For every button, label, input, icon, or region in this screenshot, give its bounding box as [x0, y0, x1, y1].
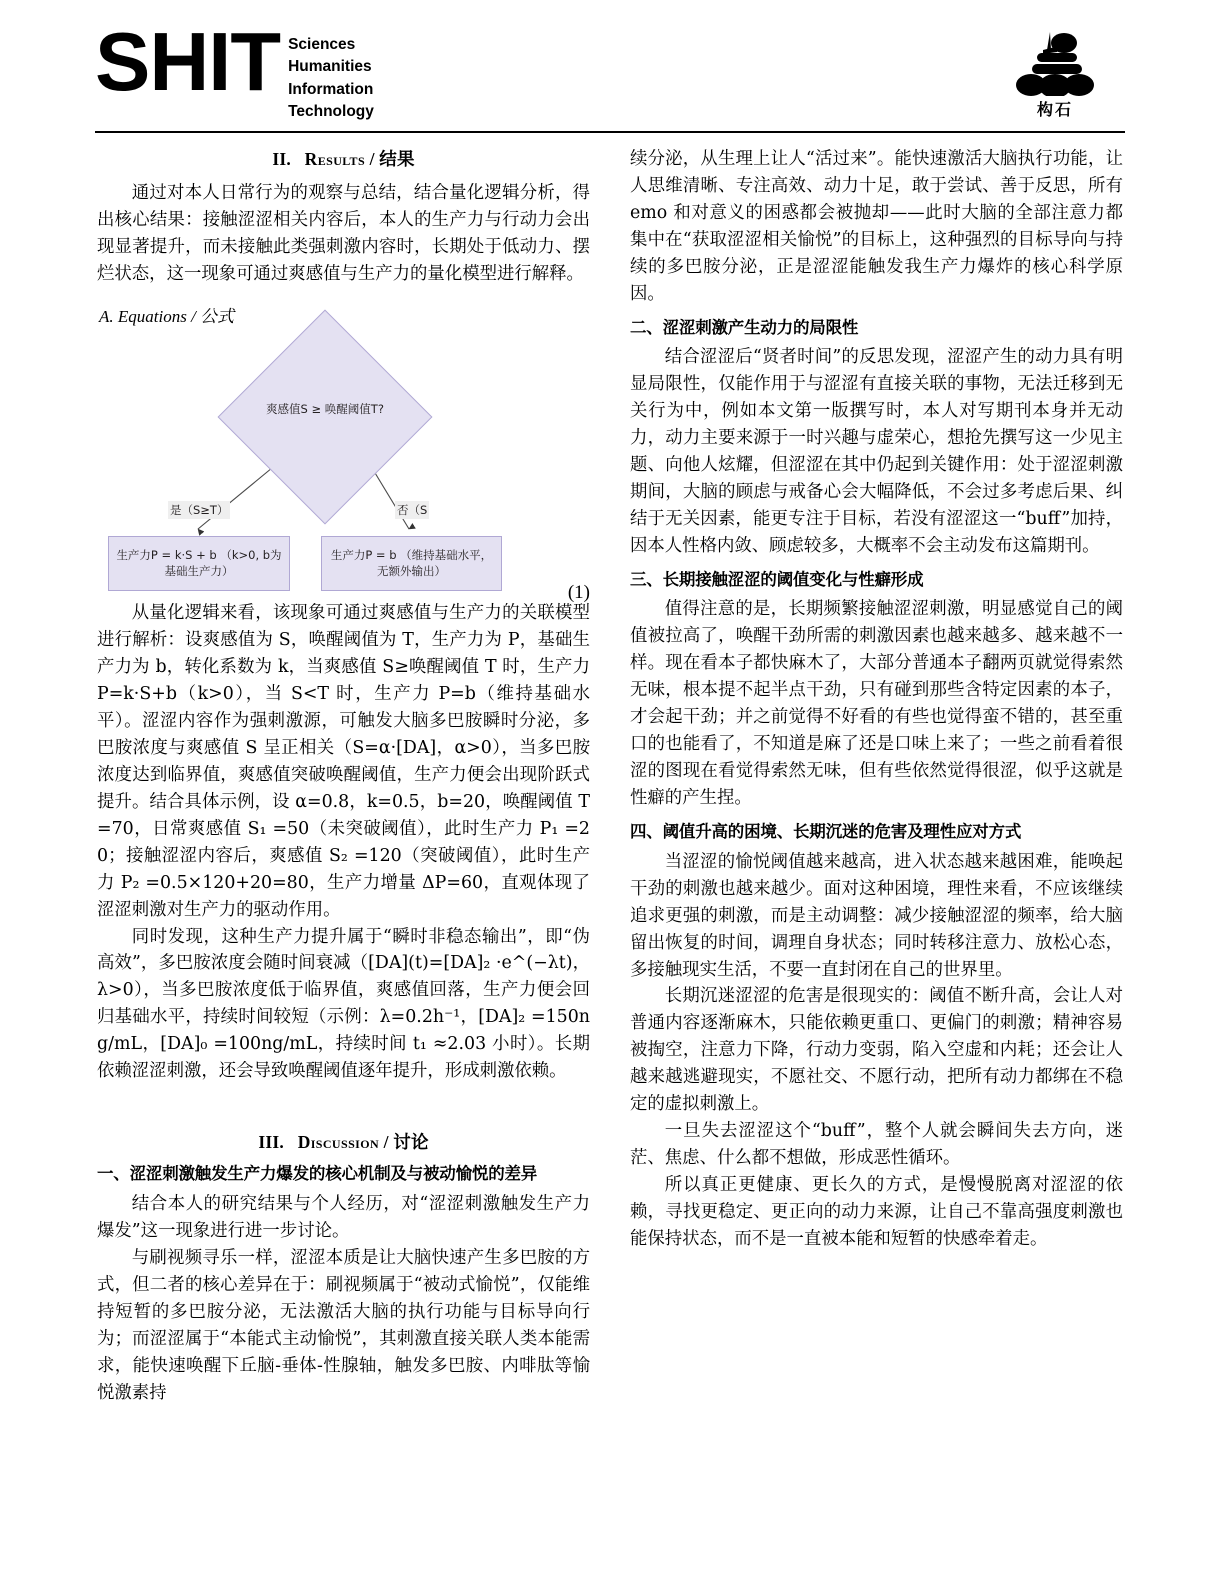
- right-column: [630, 146, 1123, 1253]
- results-heading-number: II.: [272, 149, 291, 169]
- right-paragraph-3: 值得注意的是，长期频繁接触涩涩刺激，明显感觉自己的阈值被拉高了，唤醒干劲所需的刺激因素也越来越多、越来越不一样。现在看本子都快麻木了，大部分普通本子翻两页就觉得索然无味，根本提不起半点干劲，只有碰到那些含特定因素的本子，才会起干劲；并之前觉得不好看的有些也觉得蛮不错的，甚至重口的也能看了，不知道是麻了还是口味上来了；一些之前看着很涩的图现在看觉得索然无味，但有些依然觉得很涩，似乎这就是性癖的产生捏。: [630, 599, 1123, 809]
- discussion-section-heading: [97, 1129, 590, 1154]
- right-paragraph-1: 续分泌，从生理上让人“活过来”。能快速激活大脑执行功能，让人思维清晰、专注高效、动力十足，敢于尝试、善于反思，所有 emo 和对意义的困惑都会被抛却——此时大脑的全部注意力都集中在“获取涩涩相关愉悦”的目标上，这种强烈的目标导向与持续的多巴胺分泌，正是涩涩能触发我生产力爆炸的核心科学原因。: [630, 149, 1123, 304]
- logo-word-information: Information: [288, 80, 374, 98]
- discussion-heading-title-en: Discussion: [297, 1132, 380, 1153]
- publisher-name: 构石: [1036, 100, 1073, 119]
- journal-logo: [95, 15, 374, 124]
- logo-word-humanities: Humanities: [288, 58, 372, 76]
- results-heading-title-en: Results: [304, 149, 366, 169]
- flowchart-outcome-box-no: 生产力P = b （维持基础水平，无额外输出）: [321, 536, 502, 591]
- right-paragraph-7: 所以真正更健康、更长久的方式，是慢慢脱离对涩涩的依赖，寻找更稳定、更正向的动力来源，让自己不靠高强度刺激也能保持状态，而不是一直被本能和短暂的快感牵着走。: [630, 1175, 1123, 1250]
- discussion-subheading-1: 一、涩涩刺激触发生产力爆发的核心机制及与被动愉悦的差异: [97, 1164, 538, 1184]
- productivity-decision-flowchart: [97, 333, 590, 603]
- flowchart-branch-label-yes: 是（S≥T）: [170, 502, 229, 517]
- equation-number: (1): [567, 581, 590, 603]
- logo-word-technology: Technology: [288, 103, 374, 121]
- logo-acronym: SHIT: [95, 15, 281, 108]
- publisher-brand: [995, 26, 1115, 120]
- left-column: [97, 146, 590, 1407]
- masthead: [95, 15, 1123, 129]
- discussion-paragraph-1: 结合本人的研究结果与个人经历，对“涩涩刺激触发生产力爆发”这一现象进行进一步讨论。: [97, 1193, 590, 1241]
- discussion-heading-title-cn: / 讨论: [383, 1132, 429, 1153]
- right-paragraph-2: 结合涩涩后“贤者时间”的反思发现，涩涩产生的动力具有明显局限性，仅能作用于与涩涩有直接关联的事物，无法迁移到无关行为中，例如本文第一版撰写时，本人对写期刊本身并无动力，动力主要来源于一时兴趣与虚荣心，想抢先撰写这一少见主题、向他人炫耀，但涩涩在其中仍起到关键作用：处于涩涩刺激期间，大脑的顾虑与戒备心会大幅降低，不会过多考虑后果、纠结于无关因素，能更专注于目标，若没有涩涩这一“buff”加持，因本人性格内敛、顾虑较多，大概率不会主动发布这篇期刊。: [630, 347, 1123, 557]
- flowchart-outcome-box-yes: 生产力P = k·S + b （k>0, b为基础生产力）: [108, 536, 290, 591]
- results-heading-title-cn: / 结果: [369, 149, 415, 169]
- discussion-subheading-4: 四、阈值升高的困境、长期沉迷的危害及理性应对方式: [630, 822, 1022, 842]
- flowchart-branch-label-no: 否（S: [397, 502, 428, 517]
- logo-word-sciences: Sciences: [288, 36, 356, 53]
- discussion-subheading-3: 三、长期接触涩涩的阈值变化与性癖形成: [630, 570, 924, 589]
- stacked-stones-icon: [1007, 26, 1103, 96]
- results-paragraph-2: 从量化逻辑来看，该现象可通过爽感值与生产力的关联模型进行解析：设爽感值为 S，唤醒阈值为 T，生产力为 P，基础生产力为 b，转化系数为 k，当爽感值 S≥唤醒阈值 T 时，生产力 P=k·S+b（k>0），当 S<T 时，生产力 P=b（维持基础水平）。涩涩内容作为强刺激源，可触发大脑多巴胺瞬时分泌，多巴胺浓度与爽感值 S 呈正相关（S=α·[DA]，α>0），当多巴胺浓度达到临界值，爽感值突破唤醒阈值，生产力便会出现阶跃式提升。结合具体示例，设 α=0.8，k=0.5，b=20，唤醒阈值 T=70，日常爽感值 S₁ =50（未突破阈值），此时生产力 P₁ =20；接触涩涩内容后，爽感值 S₂ =120（突破阈值），此时生产力 P₂ =0.5×120+20=80，生产力增量 ΔP=60，直观体现了涩涩刺激对生产力的驱动作用。: [97, 602, 590, 920]
- results-section-heading: [97, 146, 590, 171]
- results-paragraph-3: 同时发现，这种生产力提升属于“瞬时非稳态输出”，即“伪高效”，多巴胺浓度会随时间衰减（[DA](t)=[DA]₂ ·e^(−λt)，λ>0），当多巴胺浓度低于临界值，爽感值回落，生产力便会回归基础水平，持续时间较短（示例：λ=0.2h⁻¹，[DA]₂ =150ng/mL，[DA]₀ =100ng/mL，持续时间 t₁ ≈2.03 小时）。长期依赖涩涩刺激，还会导致唤醒阈值逐年提升，形成刺激依赖。: [97, 926, 590, 1082]
- discussion-heading-number: III.: [258, 1132, 284, 1153]
- right-paragraph-5: 长期沉迷涩涩的危害是很现实的：阈值不断升高，会让人对普通内容逐渐麻木，只能依赖更重口、更偏门的刺激；精神容易被掏空，注意力下降，行动力变弱，陷入空虚和内耗；还会让人越来越逃避现实，不愿社交、不愿行动，把所有动力都绑在不稳定的虚拟刺激上。: [630, 986, 1123, 1115]
- right-paragraph-4: 当涩涩的愉悦阈值越来越高，进入状态越来越困难，能唤起干劲的刺激也越来越少。面对这种困境，理性来看，不应该继续追求更强的刺激，而是主动调整：减少接触涩涩的频率，给大脑留出恢复的时间，调理自身状态；同时转移注意力、放松心态，多接触现实生活，不要一直封闭在自己的世界里。: [630, 851, 1123, 980]
- masthead-divider: [95, 131, 1125, 133]
- results-paragraph-1: 通过对本人日常行为的观察与总结，结合量化逻辑分析，得出核心结果：接触涩涩相关内容后，本人的生产力与行动力会出现显著提升，而未接触此类强刺激内容时，长期处于低动力、摆烂状态，这一现象可通过爽感值与生产力的量化模型进行解释。: [97, 183, 590, 284]
- equations-subsection-heading: A. Equations / 公式: [99, 306, 235, 326]
- flowchart-decision-label: 爽感值S ≥ 唤醒阈值T?: [266, 401, 384, 416]
- discussion-subheading-2: 二、涩涩刺激产生动力的局限性: [630, 317, 859, 337]
- right-paragraph-6: 一旦失去涩涩这个“buff”，整个人就会瞬间失去方向，迷茫、焦虑、什么都不想做，形成恶性循环。: [630, 1121, 1123, 1169]
- logo-expansion: [288, 34, 374, 124]
- discussion-paragraph-2: 与刷视频寻乐一样，涩涩本质是让大脑快速产生多巴胺的方式，但二者的核心差异在于：刷视频属于“被动式愉悦”，仅能维持短暂的多巴胺分泌，无法激活大脑的执行功能与目标导向行为；而涩涩属于“本能式主动愉悦”，其刺激直接关联人类本能需求，能快速唤醒下丘脑-垂体-性腺轴，触发多巴胺、内啡肽等愉悦激素持: [97, 1247, 590, 1403]
